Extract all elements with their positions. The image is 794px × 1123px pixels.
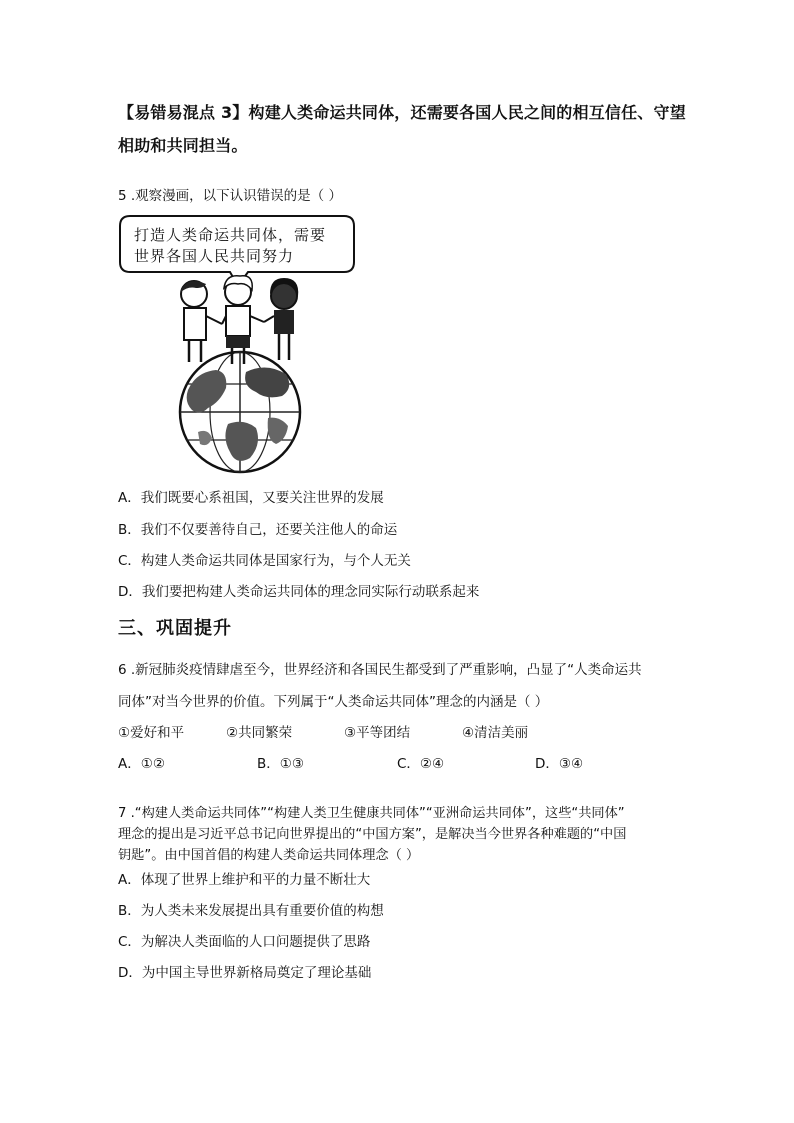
question-6-item-3: ③平等团结 <box>344 725 411 741</box>
question-6-option-d: D．③④ <box>535 756 584 772</box>
question-7-stem-line-3: 钥匙”。由中国首倡的构建人类命运共同体理念（ ） <box>118 848 420 863</box>
question-5-stem: 5 .观察漫画，以下认识错误的是（ ） <box>118 188 342 204</box>
question-6-stem-line-1: 6 .新冠肺炎疫情肆虐至今，世界经济和各国民生都受到了严重影响，凸显了“人类命运共 <box>118 662 642 678</box>
question-6-item-2: ②共同繁荣 <box>226 725 293 741</box>
question-7-option-a: A．体现了世界上维护和平的力量不断壮大 <box>118 872 371 888</box>
question-5-option-d: D．我们要把构建人类命运共同体的理念同实际行动联系起来 <box>118 584 480 600</box>
question-5-option-b: B．我们不仅要善待自己，还要关注他人的命运 <box>118 522 398 538</box>
question-6-item-1: ①爱好和平 <box>118 725 185 741</box>
question-6-stem-line-2: 同体”对当今世界的价值。下列属于“人类命运共同体”理念的内涵是（ ） <box>118 694 549 710</box>
question-6-option-b: B．①③ <box>257 756 304 772</box>
person-right-figure <box>264 278 298 360</box>
question-7-option-d: D．为中国主导世界新格局奠定了理论基础 <box>118 965 372 981</box>
speech-line-1: 打造人类命运共同体，需要 <box>134 226 327 244</box>
question-6-option-c: C．②④ <box>397 756 445 772</box>
question-6-item-4: ④清洁美丽 <box>462 725 529 741</box>
question-5-option-a: A．我们既要心系祖国，又要关注世界的发展 <box>118 490 384 506</box>
question-7-stem-line-2: 理念的提出是习近平总书记向世界提出的“中国方案”，是解决当今世界各种难题的“中国 <box>118 827 627 842</box>
globe-icon <box>180 352 300 472</box>
person-middle-figure <box>222 276 264 364</box>
tip-line-1: 【易错易混点 3】构建人类命运共同体，还需要各国人民之间的相互信任、守望 <box>118 103 686 122</box>
cartoon-illustration <box>116 212 360 474</box>
tip-line-2: 相助和共同担当。 <box>118 136 248 155</box>
section-title: 三、巩固提升 <box>118 618 232 639</box>
speech-line-2: 世界各国人民共同努力 <box>134 247 295 265</box>
person-left-figure <box>181 281 222 362</box>
question-7-stem-line-1: 7 .“构建人类命运共同体”“构建人类卫生健康共同体”“亚洲命运共同体”，这些“共同体” <box>118 806 625 821</box>
question-6-option-a: A．①② <box>118 756 165 772</box>
question-5-option-c: C．构建人类命运共同体是国家行为，与个人无关 <box>118 553 411 569</box>
question-7-option-b: B．为人类未来发展提出具有重要价值的构想 <box>118 903 384 919</box>
question-7-option-c: C．为解决人类面临的人口问题提供了思路 <box>118 934 371 950</box>
